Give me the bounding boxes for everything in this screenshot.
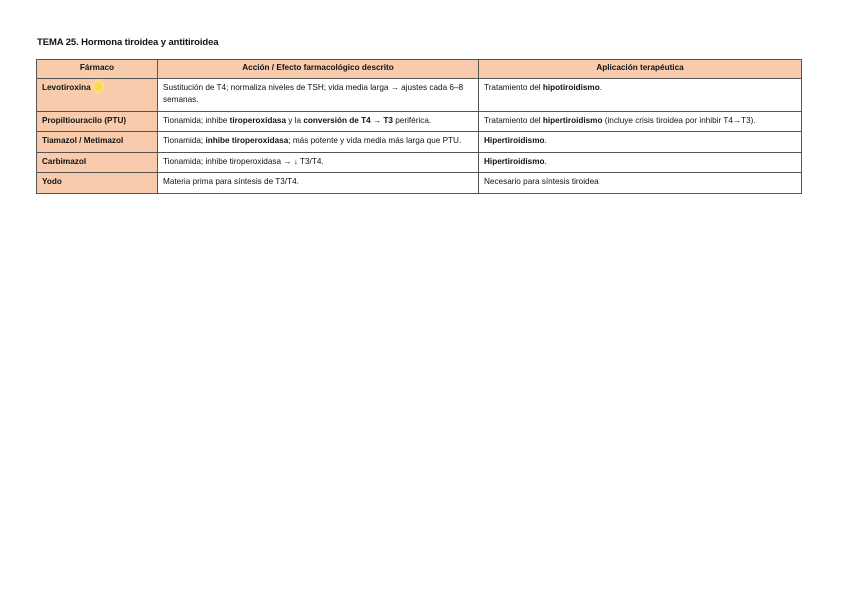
application-bold: hipotiroidismo <box>542 82 600 92</box>
drug-cell <box>37 78 158 111</box>
application-bold: Hipertiroidismo <box>484 136 545 145</box>
application-text: . <box>544 156 547 166</box>
application-cell <box>479 132 802 153</box>
application-bold: hipertiroidismo <box>542 115 603 125</box>
drug-table <box>36 59 802 194</box>
action-cell: Tionamida; inhibe tiroperoxidasa → ↓ T3/T4. <box>158 152 479 173</box>
drug-cell: Yodo <box>37 173 158 194</box>
action-bold: conversión de T4 → T3 <box>303 115 393 125</box>
table-row <box>37 111 802 132</box>
drug-cell: Propiltiouracilo (PTU) <box>37 111 158 132</box>
header-accion: Acción / Efecto farmacológico descrito <box>158 60 479 79</box>
application-cell <box>479 78 802 111</box>
table-header-row <box>37 60 802 79</box>
action-text: periférica. <box>392 115 432 125</box>
header-farmaco: Fármaco <box>37 60 158 79</box>
table-row <box>37 132 802 153</box>
application-text: . <box>599 82 602 92</box>
action-text: y la <box>286 115 304 125</box>
application-bold: Hipertiroidismo <box>484 156 545 166</box>
table-row <box>37 152 802 173</box>
action-cell: Sustitución de T4; normaliza niveles de TSH; vida media larga → ajustes cada 6–8 semanas. <box>158 78 479 111</box>
application-cell <box>479 152 802 173</box>
drug-cell: Tiamazol / Metimazol <box>37 132 158 153</box>
action-cell <box>158 132 479 153</box>
action-cell <box>158 111 479 132</box>
drug-name: Levotiroxina <box>42 82 91 92</box>
action-bold: tiroperoxidasa <box>229 115 287 125</box>
sun-icon <box>94 82 103 91</box>
table-row <box>37 173 802 194</box>
drug-cell: Carbimazol <box>37 152 158 173</box>
action-text: ; más potente y vida media más larga que PTU. <box>288 136 462 145</box>
application-text: . <box>544 136 547 145</box>
action-bold: inhibe tiroperoxidasa <box>205 136 289 145</box>
action-text: Tionamida; <box>163 136 206 145</box>
page-title: TEMA 25. Hormona tiroidea y antitiroidea <box>37 37 219 48</box>
action-cell: Materia prima para síntesis de T3/T4. <box>158 173 479 194</box>
application-text: (incluye crisis tiroidea por inhibir T4→T3). <box>602 115 756 125</box>
application-text: Tratamiento del <box>484 115 543 125</box>
table-row <box>37 78 802 111</box>
application-text: Tratamiento del <box>484 82 543 92</box>
action-text: Tionamida; inhibe <box>163 115 230 125</box>
header-aplicacion: Aplicación terapéutica <box>479 60 802 79</box>
application-cell <box>479 111 802 132</box>
application-cell: Necesario para síntesis tiroidea <box>479 173 802 194</box>
